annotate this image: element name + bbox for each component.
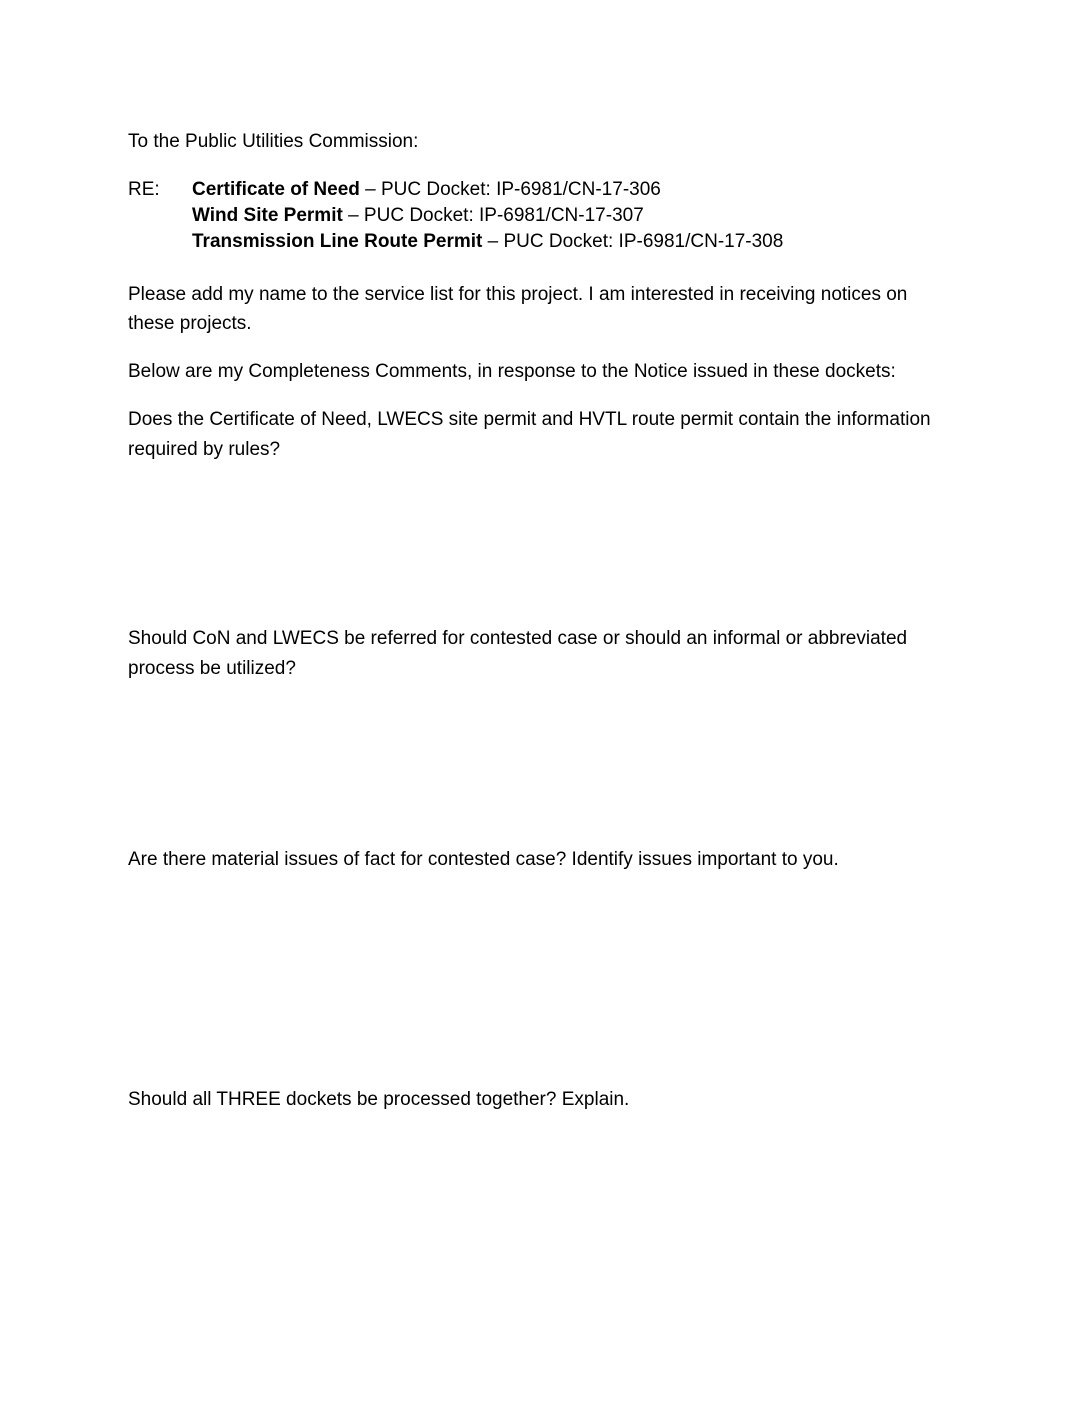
re-item-docket: PUC Docket: IP-6981/CN-17-306	[381, 179, 661, 200]
salutation: To the Public Utilities Commission:	[128, 131, 419, 152]
re-item-separator: –	[482, 231, 504, 252]
re-item-wind-site-permit	[192, 204, 644, 228]
question-4: Should all THREE dockets be processed together? Explain.	[128, 1089, 630, 1110]
re-label: RE:	[128, 179, 160, 200]
question-2-line-2: process be utilized?	[128, 658, 296, 679]
re-item-separator: –	[342, 205, 364, 226]
re-item-docket: PUC Docket: IP-6981/CN-17-308	[503, 231, 784, 252]
re-item-docket: PUC Docket: IP-6981/CN-17-307	[363, 205, 644, 226]
re-item-title: Certificate of Need	[192, 179, 360, 200]
intro-paragraph: Below are my Completeness Comments, in response to the Notice issued in these dockets:	[128, 361, 896, 382]
re-item-separator: –	[359, 179, 381, 200]
question-3: Are there material issues of fact for contested case? Identify issues important to you.	[128, 849, 839, 870]
re-item-title: Wind Site Permit	[192, 205, 343, 226]
re-item-transmission-line-route-permit	[192, 230, 783, 254]
request-line-2: these projects.	[128, 313, 252, 334]
question-1-line-1: Does the Certificate of Need, LWECS site permit and HVTL route permit contain the information	[128, 409, 931, 430]
re-item-certificate-of-need	[192, 178, 661, 202]
question-2-line-1: Should CoN and LWECS be referred for contested case or should an informal or abbreviated	[128, 628, 908, 649]
question-1-line-2: required by rules?	[128, 439, 281, 460]
request-line-1: Please add my name to the service list for this project. I am interested in receiving notices on	[128, 284, 908, 305]
re-item-title: Transmission Line Route Permit	[192, 231, 483, 252]
